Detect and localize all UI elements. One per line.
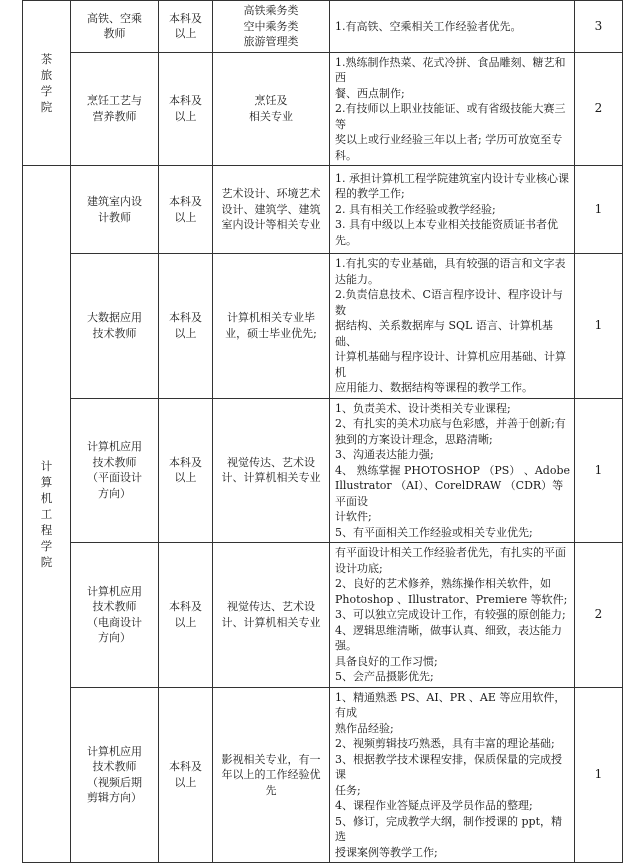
table-row <box>23 687 623 863</box>
requirements-cell-line: 具备良好的工作习惯; <box>335 654 438 668</box>
position-cell <box>71 254 159 399</box>
requirements-cell-line: 达能力。 <box>335 272 379 286</box>
requirements-cell-line: 5、修订，完成教学大纲，制作授课的 ppt，精选 <box>335 814 562 843</box>
education-cell-line: 以上 <box>174 109 197 123</box>
headcount-cell: 1 <box>575 687 623 863</box>
position-cell-line: 技术教师 <box>92 455 137 469</box>
table-body <box>23 1 623 863</box>
major-cell <box>213 398 330 543</box>
requirements-cell-line: 独到的方案设计理念，思路清晰; <box>335 432 493 446</box>
requirements-cell-line: 2.负责信息技术、C语言程序设计、程序设计与数 <box>335 288 563 317</box>
recruitment-table <box>22 0 623 863</box>
education-cell <box>159 543 213 688</box>
position-cell-line: 计教师 <box>98 210 131 224</box>
major-cell-line: 年以上的工作经验优 <box>221 768 321 781</box>
requirements-cell-line: 计算机基础与程序设计、计算机应用基础、计算机 <box>335 350 566 379</box>
major-cell <box>213 687 330 863</box>
position-cell <box>71 398 159 543</box>
major-cell <box>213 254 330 399</box>
table-row <box>23 1 623 53</box>
major-cell-line: 视觉传达、艺术设 <box>227 600 315 614</box>
requirements-cell-line: 科。 <box>335 148 357 162</box>
headcount-cell: 1 <box>575 254 623 399</box>
education-cell-line: 以上 <box>174 615 197 629</box>
position-cell-line: 技术教师 <box>92 760 137 774</box>
requirements-cell-line: 2、视频剪辑技巧熟悉，具有丰富的理论基础; <box>335 737 555 750</box>
major-cell-line: 相关专业 <box>249 109 293 123</box>
requirements-cell-line: Photoshop 、Illustrator、Premiere 等软件; <box>335 592 568 606</box>
position-cell-line: 高铁、空乘 <box>87 11 142 25</box>
requirements-cell-line: 程的教学工作; <box>335 187 405 201</box>
requirements-cell-line: 4、逻辑思维清晰，做事认真、细致，表达能力强。 <box>335 623 562 652</box>
position-cell <box>71 166 159 254</box>
requirements-cell-line: 4、 熟练掌握 PHOTOSHOP （PS） 、Adobe <box>335 463 570 477</box>
requirements-cell-line: 任务; <box>335 783 361 797</box>
requirements-cell-line: 1、负责美术、设计类相关专业课程; <box>335 401 511 415</box>
requirements-cell-line: 3、可以独立完成设计工作，有较强的原创能力; <box>335 608 566 621</box>
education-cell <box>159 1 213 53</box>
position-cell-line: 方向） <box>98 631 131 645</box>
education-cell <box>159 398 213 543</box>
requirements-cell <box>330 398 575 543</box>
college-name: 计算机工程学院 <box>40 458 53 569</box>
education-cell-line: 以上 <box>174 775 197 789</box>
education-cell-line: 以上 <box>174 471 197 485</box>
requirements-cell-line: 1.熟练制作热菜、花式冷拼、食品雕刻、糖艺和西 <box>335 55 566 84</box>
requirements-cell-line: 2、良好的艺术修养，熟练操作相关软件，如 <box>335 577 551 590</box>
position-cell-line: 大数据应用 <box>87 311 142 325</box>
headcount-cell: 2 <box>575 543 623 688</box>
headcount-cell: 3 <box>575 1 623 53</box>
major-cell-line: 计、计算机相关专业 <box>221 615 321 629</box>
requirements-cell <box>330 52 575 166</box>
requirements-cell <box>330 687 575 863</box>
major-cell-line: 设计、建筑学、建筑 <box>221 202 321 216</box>
major-cell-line: 室内设计等相关专业 <box>221 218 321 232</box>
position-cell-line: 烹饪工艺与 <box>87 94 142 108</box>
position-cell-line: 营养教师 <box>92 109 137 123</box>
requirements-cell-line: 2.有技师以上职业技能证、或有省级技能大赛三等 <box>335 102 566 131</box>
position-cell-line: 剪辑方向） <box>87 791 142 805</box>
table-row <box>23 254 623 399</box>
requirements-cell-line: 1. 承担计算机工程学院建筑室内设计专业核心课 <box>335 171 569 185</box>
position-cell-line: （电商设计 <box>87 615 142 629</box>
college-name-cell <box>23 1 71 166</box>
requirements-cell-line: 2、有扎实的美术功底与色彩感，并善于创新;有 <box>335 417 566 430</box>
education-cell <box>159 166 213 254</box>
headcount-cell: 1 <box>575 398 623 543</box>
major-cell-line: 影视相关专业，有一 <box>221 752 321 766</box>
education-cell <box>159 52 213 166</box>
major-cell-line: 高铁乘务类 <box>243 4 299 17</box>
position-cell-line: （视频后期 <box>87 775 142 789</box>
requirements-cell-line: 有平面设计相关工作经验者优先，有扎实的平面 <box>335 546 566 559</box>
education-cell-line: 以上 <box>174 27 197 41</box>
education-cell <box>159 254 213 399</box>
education-cell-line: 以上 <box>174 210 197 224</box>
education-cell-line: 本科及 <box>169 455 202 469</box>
requirements-cell-line: 5、会产品摄影优先; <box>335 670 434 683</box>
requirements-cell-line: 熟作品经验; <box>335 721 394 735</box>
education-cell-line: 本科及 <box>169 311 202 325</box>
education-cell-line: 以上 <box>174 326 197 340</box>
requirements-cell-line: 餐、西点制作; <box>335 86 405 100</box>
position-cell-line: 技术教师 <box>92 600 137 614</box>
requirements-cell-line: Illustrator （AI）、CorelDRAW （CDR）等平面设 <box>335 479 564 508</box>
education-cell-line: 本科及 <box>169 94 202 108</box>
college-name-cell <box>23 166 71 863</box>
education-cell-line: 本科及 <box>169 760 202 774</box>
requirements-cell-line: 1.有高铁、空乘相关工作经验者优先。 <box>335 19 522 33</box>
major-cell <box>213 166 330 254</box>
education-cell-line: 本科及 <box>169 11 202 25</box>
education-cell <box>159 687 213 863</box>
major-cell-line: 业，硕士毕业优先; <box>225 326 317 340</box>
major-cell-line: 空中乘务类 <box>243 19 299 33</box>
requirements-cell-line: 应用能力、数据结构等课程的教学工作。 <box>335 381 533 394</box>
requirements-cell-line: 据结构、关系数据库与 SQL 语言、计算机基础、 <box>335 319 553 348</box>
requirements-cell-line: 3. 具有中级以上本专业相关技能资质证书者优先。 <box>335 218 558 247</box>
position-cell-line: 计算机应用 <box>87 584 142 598</box>
position-cell-line: 教师 <box>103 27 126 41</box>
table-row <box>23 398 623 543</box>
major-cell <box>213 1 330 53</box>
table-row <box>23 166 623 254</box>
major-cell-line: 先 <box>265 783 277 797</box>
position-cell <box>71 52 159 166</box>
position-cell-line: （平面设计 <box>87 471 142 485</box>
position-cell-line: 计算机应用 <box>87 440 142 454</box>
requirements-cell <box>330 166 575 254</box>
position-cell-line: 技术教师 <box>92 326 137 340</box>
major-cell <box>213 543 330 688</box>
major-cell-line: 旅游管理类 <box>243 35 299 48</box>
position-cell <box>71 1 159 53</box>
requirements-cell-line: 2. 具有相关工作经验或教学经验; <box>335 202 496 216</box>
requirements-cell <box>330 543 575 688</box>
position-cell-line: 建筑室内设 <box>87 195 142 208</box>
requirements-cell-line: 3、根据教学技术课程安排，保质保量的完成授课 <box>335 752 562 781</box>
requirements-cell-line: 4、课程作业答疑点评及学员作品的整理; <box>335 799 533 812</box>
requirements-cell-line: 1、精通熟悉 PS、AI、PR 、AE 等应用软件，有成 <box>335 690 566 719</box>
position-cell <box>71 543 159 688</box>
requirements-cell-line: 计软件; <box>335 510 372 523</box>
table-row <box>23 543 623 688</box>
requirements-cell-line: 授课案例等教学工作; <box>335 845 438 859</box>
major-cell-line: 计、计算机相关专业 <box>221 471 321 485</box>
position-cell <box>71 687 159 863</box>
education-cell-line: 本科及 <box>169 195 202 208</box>
requirements-cell-line: 3、沟通表达能力强; <box>335 448 434 461</box>
requirements-cell-line: 奖以上或行业经验三年以上者; 学历可放宽至专 <box>335 133 563 146</box>
position-cell-line: 方向） <box>98 486 131 500</box>
table-row <box>23 52 623 166</box>
requirements-cell-line: 5、有平面相关工作经验或相关专业优先; <box>335 525 533 539</box>
major-cell-line: 艺术设计、环境艺术 <box>221 187 321 201</box>
headcount-cell: 2 <box>575 52 623 166</box>
major-cell <box>213 52 330 166</box>
major-cell-line: 计算机相关专业毕 <box>227 311 315 325</box>
education-cell-line: 本科及 <box>169 600 202 614</box>
major-cell-line: 视觉传达、艺术设 <box>227 455 315 469</box>
headcount-cell: 1 <box>575 166 623 254</box>
position-cell-line: 计算机应用 <box>87 744 142 758</box>
requirements-cell <box>330 254 575 399</box>
requirements-cell <box>330 1 575 53</box>
college-name: 茶旅学院 <box>40 51 53 114</box>
requirements-cell-line: 设计功底; <box>335 561 383 575</box>
requirements-cell-line: 1.有扎实的专业基础，具有较强的语言和文字表 <box>335 257 566 270</box>
major-cell-line: 烹饪及 <box>254 94 288 108</box>
